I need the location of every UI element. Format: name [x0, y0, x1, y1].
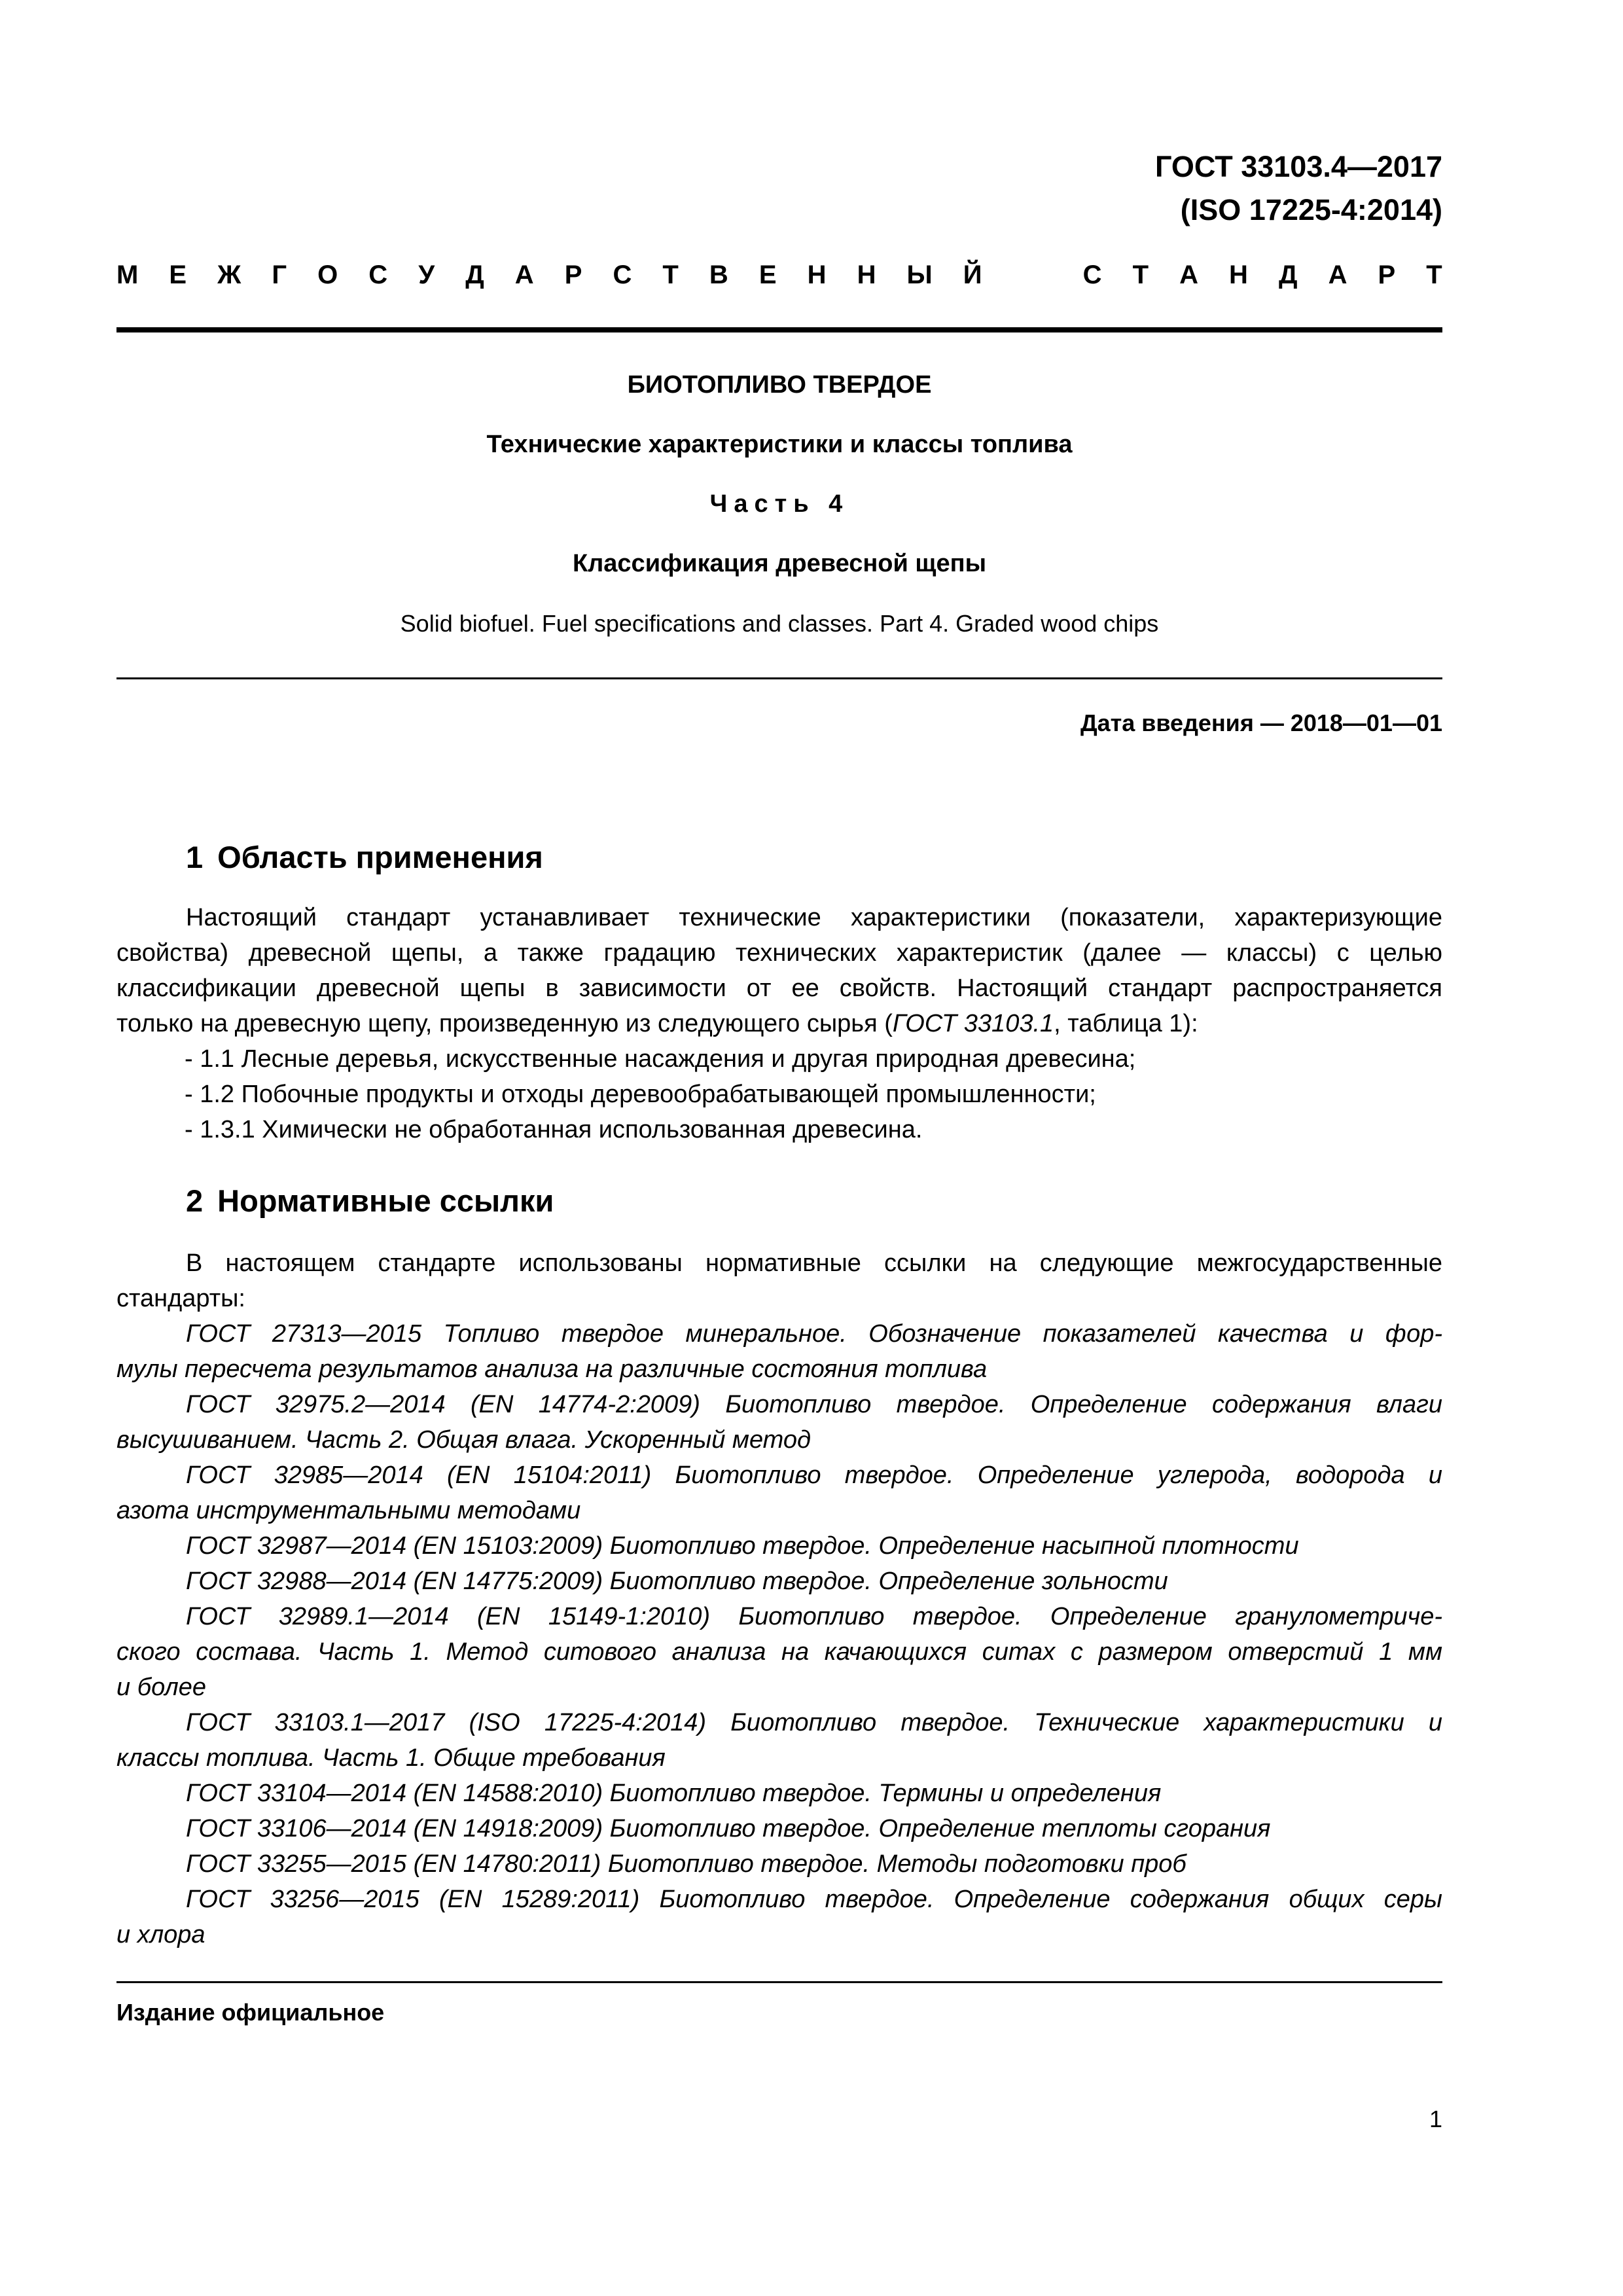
heading-letter: Е — [758, 260, 777, 289]
reference-line: ГОСТ 33106—2014 (EN 14918:2009) Биотопливо твердое. Определение теплоты сгорания — [186, 1815, 1271, 1842]
heading-letter: А — [1328, 260, 1347, 289]
page-number: 1 — [1429, 2106, 1442, 2132]
section-1-number: 1 — [186, 840, 204, 874]
section-1-body — [116, 900, 1442, 1147]
heading-letter: Ы — [906, 260, 933, 289]
section-1-line: Настоящий стандарт устанавливает технические характеристики (показатели, характеризующие — [186, 904, 1442, 931]
heading-letter: О — [317, 260, 338, 289]
normative-reference — [116, 1705, 1442, 1776]
normative-reference — [116, 1882, 1442, 1952]
section-1-last-prefix: только на древесную щепу, произведенную из следующего сырья ( — [116, 1010, 893, 1037]
list-item: - 1.3.1 Химически не обработанная использованная древесина. — [185, 1116, 923, 1143]
reference-line: ГОСТ 32989.1—2014 (EN 15149-1:2010) Биотопливо твердое. Определение гранулометриче- — [186, 1603, 1442, 1630]
normative-reference — [116, 1776, 1442, 1811]
list-item: - 1.2 Побочные продукты и отходы деревообрабатывающей промышленности; — [185, 1081, 1096, 1108]
section-1-title: Область применения — [217, 840, 543, 874]
title-rule — [116, 677, 1442, 679]
heading-letter: В — [709, 260, 728, 289]
document-classification-title: Классификация древесной щепы — [572, 550, 987, 577]
heading-letter: М — [116, 260, 139, 289]
normative-reference — [116, 1387, 1442, 1458]
section-2-intro-line: стандарты: — [116, 1285, 245, 1312]
heading-letter: У — [418, 260, 435, 289]
heading-letter: А — [514, 260, 534, 289]
heading-letter: С — [613, 260, 632, 289]
heading-letter: Т — [1426, 260, 1442, 289]
normative-reference — [116, 1458, 1442, 1528]
heading-letter: Г — [272, 260, 287, 289]
reference-line: ГОСТ 33256—2015 (EN 15289:2011) Биотопливо твердое. Определение содержания общих серы — [186, 1886, 1442, 1913]
normative-reference — [116, 1846, 1442, 1882]
heading-letter: Т — [662, 260, 679, 289]
section-1-line — [116, 1006, 1442, 1041]
reference-line: мулы пересчета результатов анализа на различные состояния топлива — [116, 1355, 988, 1383]
normative-reference — [116, 1564, 1442, 1599]
reference-line: ГОСТ 33103.1—2017 (ISO 17225-4:2014) Биотопливо твердое. Технические характеристики и — [186, 1709, 1442, 1736]
section-2-number: 2 — [186, 1183, 204, 1218]
reference-line: ГОСТ 32988—2014 (EN 14775:2009) Биотопливо твердое. Определение зольности — [186, 1568, 1168, 1595]
gost-number: ГОСТ 33103.4—2017 — [1154, 150, 1442, 183]
footer-rule — [116, 1981, 1442, 1983]
section-1-last-suffix: , таблица 1): — [1054, 1010, 1198, 1037]
section-2-heading — [186, 1181, 554, 1221]
official-edition-label: Издание официальное — [116, 1999, 385, 2026]
normative-reference — [116, 1599, 1442, 1705]
reference-line: ГОСТ 33104—2014 (EN 14588:2010) Биотопливо твердое. Термины и определения — [186, 1780, 1162, 1807]
normative-reference — [116, 1316, 1442, 1387]
reference-line: ГОСТ 32975.2—2014 (EN 14774-2:2009) Биотопливо твердое. Определение содержания влаги — [186, 1391, 1442, 1418]
reference-line: высушиванием. Часть 2. Общая влага. Ускоренный метод — [116, 1426, 812, 1454]
heading-letter: Р — [1378, 260, 1396, 289]
english-title: Solid biofuel. Fuel specifications and classes. Part 4. Graded wood chips — [400, 610, 1159, 637]
reference-line: азота инструментальными методами — [116, 1497, 581, 1524]
section-2-body — [116, 1246, 1442, 1952]
reference-line: ГОСТ 27313—2015 Топливо твердое минеральное. Обозначение показателей качества и фор- — [186, 1320, 1442, 1348]
heading-letter: Ж — [217, 260, 241, 289]
heading-letter: А — [1179, 260, 1198, 289]
reference-line: ГОСТ 32985—2014 (EN 15104:2011) Биотопливо твердое. Определение углерода, водорода и — [186, 1462, 1442, 1489]
introduction-date: Дата введения — 2018—01—01 — [1080, 709, 1442, 736]
section-1-gost-reference: ГОСТ 33103.1 — [892, 1010, 1054, 1037]
normative-references-list — [116, 1316, 1442, 1952]
reference-line: классы топлива. Часть 1. Общие требования — [116, 1744, 666, 1772]
reference-line: ГОСТ 33255—2015 (EN 14780:2011) Биотопливо твердое. Методы подготовки проб — [186, 1850, 1186, 1878]
heading-letter: Н — [1229, 260, 1248, 289]
reference-line: и хлора — [116, 1921, 205, 1948]
section-1-line: свойства) древесной щепы, а также градацию технических характеристик (далее — классы) с целью — [116, 939, 1442, 967]
section-1-heading — [186, 838, 543, 877]
header-rule — [116, 327, 1442, 332]
heading-letter: Р — [564, 260, 582, 289]
heading-letter: Д — [1279, 260, 1298, 289]
heading-letter: Н — [807, 260, 827, 289]
section-2-title: Нормативные ссылки — [217, 1183, 554, 1218]
document-title: БИОТОПЛИВО ТВЕРДОЕ — [627, 371, 932, 399]
section-2-intro-line: В настоящем стандарте использованы нормативные ссылки на следующие межгосударственные — [186, 1249, 1442, 1277]
heading-letter: Д — [465, 260, 484, 289]
normative-reference — [116, 1811, 1442, 1846]
heading-letter: С — [1082, 260, 1102, 289]
heading-letter: Н — [857, 260, 876, 289]
interstate-standard-heading — [116, 259, 1442, 291]
document-subtitle: Технические характеристики и классы топлива — [486, 431, 1073, 458]
heading-letter: Й — [963, 260, 982, 289]
reference-line: ского состава. Часть 1. Метод ситового анализа на качающихся ситах с размером отверстий 1 мм — [116, 1638, 1442, 1666]
heading-letter: Т — [1132, 260, 1149, 289]
list-item: - 1.1 Лесные деревья, искусственные насаждения и другая природная древесина; — [185, 1045, 1136, 1073]
section-1-line: классификации древесной щепы в зависимости от ее свойств. Настоящий стандарт распространяется — [116, 975, 1442, 1002]
document-part: Часть 4 — [709, 490, 849, 518]
heading-letter: С — [368, 260, 388, 289]
iso-number: (ISO 17225-4:2014) — [1180, 193, 1442, 226]
normative-reference — [116, 1528, 1442, 1564]
heading-letter: Е — [169, 260, 187, 289]
gost-number-block — [1155, 145, 1442, 232]
heading-word-gap — [1013, 259, 1052, 291]
reference-line: ГОСТ 32987—2014 (EN 15103:2009) Биотопливо твердое. Определение насыпной плотности — [186, 1532, 1299, 1560]
reference-line: и более — [116, 1674, 207, 1701]
